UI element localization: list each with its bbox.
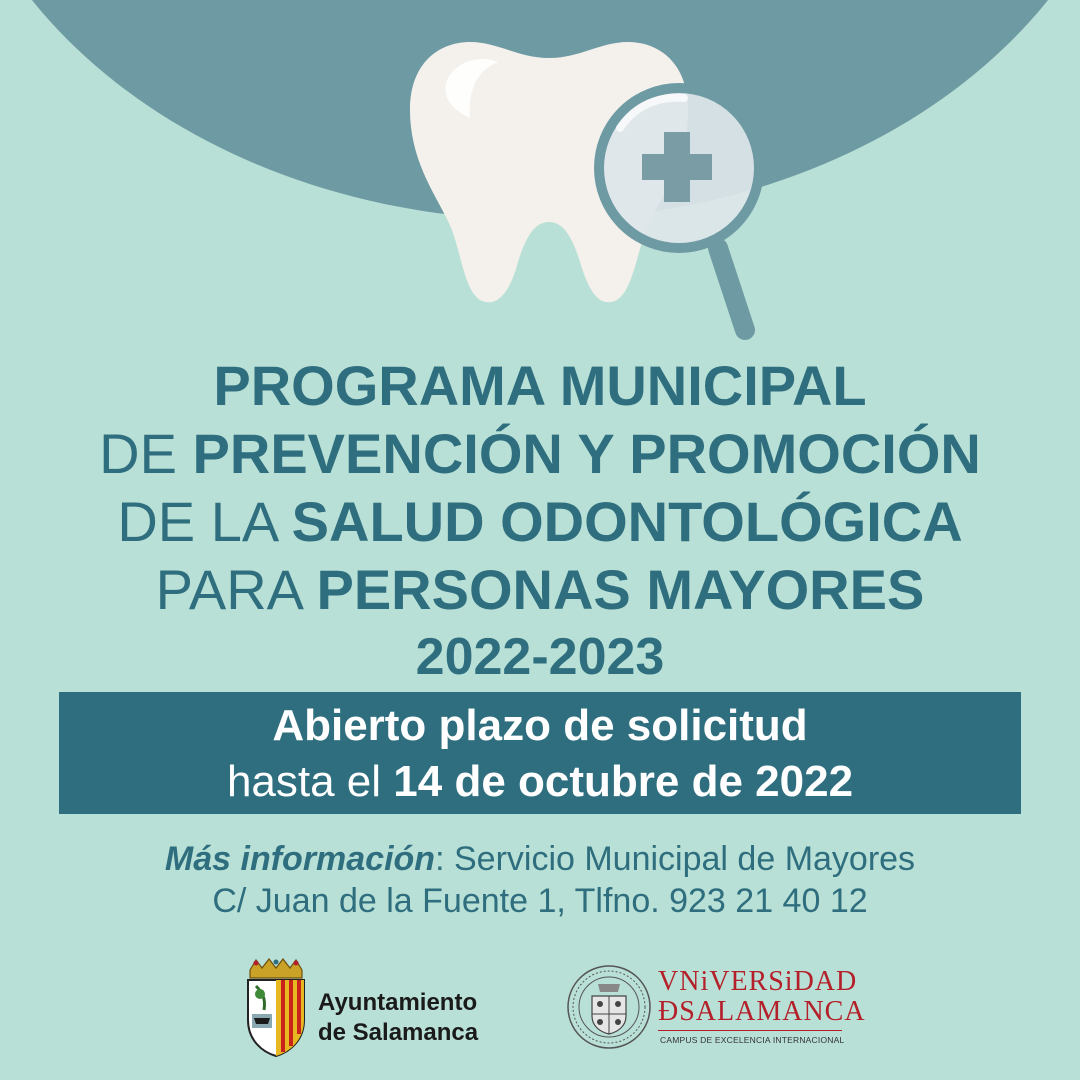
deadline-date: 14 de octubre de 2022 — [393, 757, 854, 806]
banner-line-1: Abierto plazo de solicitud — [272, 701, 808, 750]
universidad-name-line-2: ÐSALAMANCA — [658, 996, 866, 1027]
info-line-1: Más información: Servicio Municipal de Mayores — [164, 840, 916, 878]
program-title — [0, 352, 1080, 690]
salamanca-coat-of-arms-icon — [242, 958, 310, 1058]
info-address: C/ Juan de la Fuente 1, Tlfno. 923 21 40 12 — [212, 882, 868, 920]
title-year: 2022-2023 — [415, 628, 665, 686]
universidad-tagline: CAMPUS DE EXCELENCIA INTERNACIONAL — [660, 1035, 845, 1045]
ayuntamiento-name: Ayuntamiento de Salamanca — [318, 989, 479, 1046]
title-line-2: DE PREVENCIÓN Y PROMOCIÓN — [99, 422, 981, 485]
ayuntamiento-logo — [242, 958, 502, 1058]
title-line-3: DE LA SALUD ODONTOLÓGICA — [117, 490, 963, 553]
contact-info — [0, 838, 1080, 922]
title-line-1: PROGRAMA MUNICIPAL — [213, 354, 867, 417]
application-deadline-banner — [59, 692, 1021, 814]
university-seal-icon — [566, 964, 652, 1050]
banner-line-2: hasta el 14 de octubre de 2022 — [226, 757, 854, 806]
universidad-divider — [658, 1030, 842, 1031]
universidad-logo — [566, 958, 866, 1058]
hero-illustration — [0, 0, 1080, 360]
universidad-name-line-1: VNiVERSiDAD — [658, 966, 858, 997]
title-line-4: PARA PERSONAS MAYORES — [155, 558, 925, 621]
